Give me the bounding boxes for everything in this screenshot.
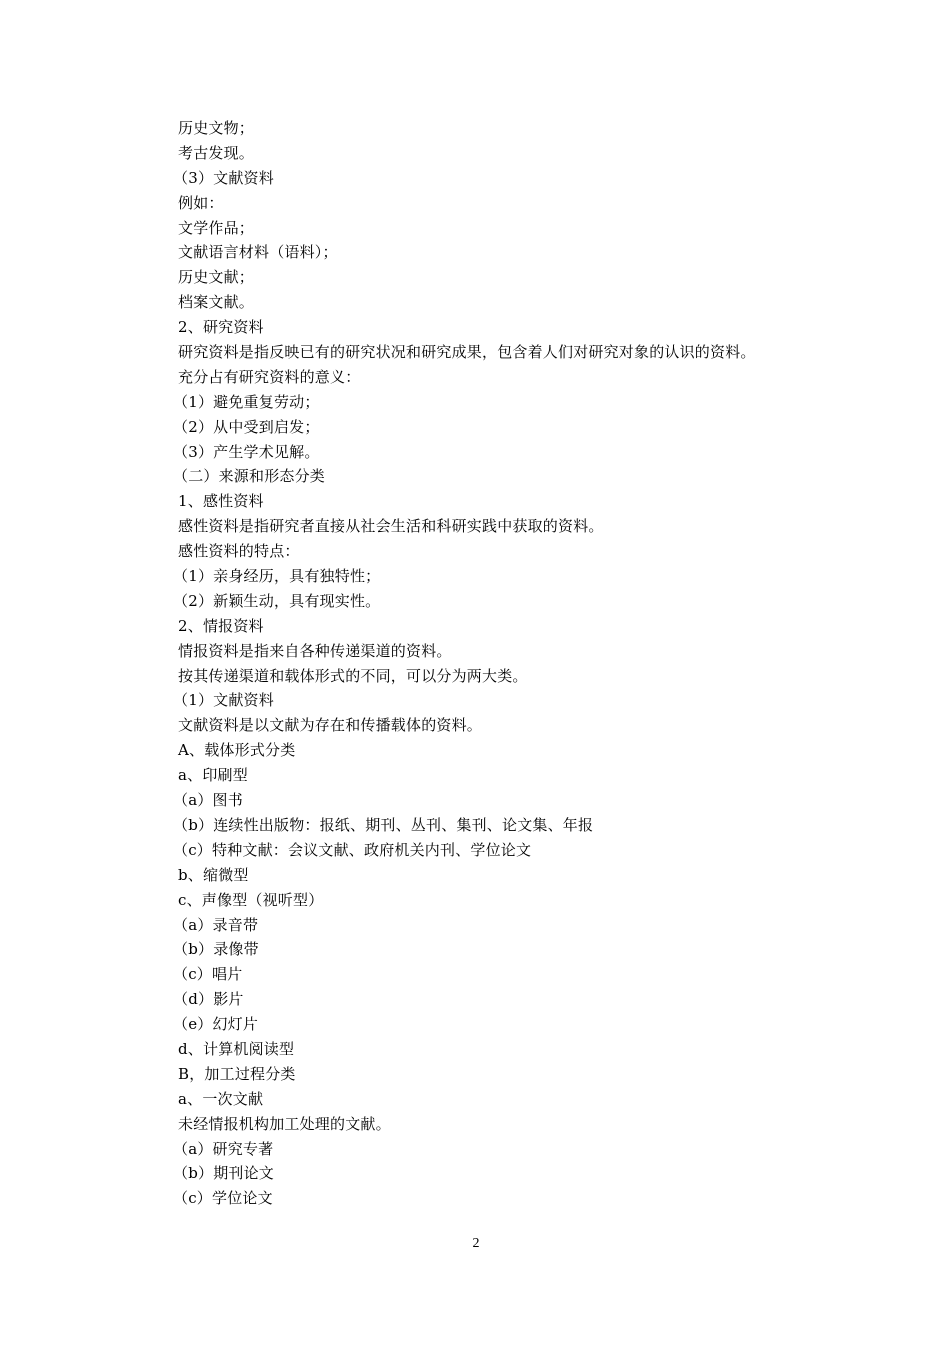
- text-line: d、计算机阅读型: [178, 1039, 295, 1058]
- text-line: （c）特种文献：会议文献、政府机关内刊、学位论文: [173, 840, 532, 859]
- text-line: 考古发现。: [178, 143, 255, 162]
- text-line: （1）文献资料: [173, 691, 274, 710]
- text-line: 2、情报资料: [178, 616, 264, 635]
- text-line: （b）连续性出版物：报纸、期刊、丛刊、集刊、论文集、年报: [173, 815, 594, 834]
- text-line: （a）录音带: [173, 915, 259, 934]
- text-line: （a）图书: [173, 791, 243, 810]
- page-body: [173, 116, 878, 1211]
- text-line: 研究资料是指反映已有的研究状况和研究成果，包含着人们对研究对象的认识的资料。: [178, 343, 756, 362]
- text-line: B，加工过程分类: [178, 1064, 296, 1083]
- text-line: （2）从中受到启发；: [173, 417, 320, 436]
- text-line: （b）录像带: [173, 940, 259, 959]
- text-line: 历史文物；: [178, 119, 255, 137]
- text-line: A、载体形式分类: [178, 741, 296, 760]
- text-line: 2、研究资料: [178, 318, 264, 337]
- text-line: 情报资料是指来自各种传递渠道的资料。: [178, 641, 452, 660]
- text-line: 感性资料的特点：: [178, 542, 300, 561]
- text-line: 例如：: [178, 193, 224, 212]
- text-line: （a）研究专著: [173, 1139, 274, 1158]
- text-line: 档案文献。: [178, 293, 255, 312]
- page-number: 2: [472, 1236, 480, 1251]
- text-line: 文学作品；: [178, 218, 255, 237]
- text-line: （d）影片: [173, 990, 244, 1009]
- text-line: （二）来源和形态分类: [173, 467, 326, 486]
- text-line: （c）学位论文: [173, 1189, 273, 1208]
- text-line: 历史文献；: [178, 268, 255, 287]
- text-line: 未经情报机构加工处理的文献。: [178, 1114, 391, 1133]
- text-line: （3）产生学术见解。: [173, 442, 320, 461]
- text-line: 按其传递渠道和载体形式的不同，可以分为两大类。: [178, 666, 528, 685]
- text-line: 文献语言材料（语料）；: [178, 243, 338, 262]
- text-line: b、缩微型: [178, 865, 249, 884]
- text-line: （c）唱片: [173, 965, 243, 984]
- text-line: （e）幻灯片: [173, 1015, 259, 1034]
- text-line: 充分占有研究资料的意义：: [178, 367, 361, 386]
- text-line: （b）期刊论文: [173, 1164, 275, 1183]
- text-line: a、一次文献: [178, 1089, 264, 1108]
- text-line: （3）文献资料: [173, 168, 274, 187]
- text-line: 文献资料是以文献为存在和传播载体的资料。: [178, 716, 483, 735]
- text-line: a、印刷型: [178, 766, 248, 785]
- text-line: （1）亲身经历，具有独特性；: [173, 567, 381, 586]
- text-line: c、声像型（视听型）: [178, 890, 324, 909]
- text-line: 1、感性资料: [178, 492, 264, 511]
- text-line: 感性资料是指研究者直接从社会生活和科研实践中获取的资料。: [178, 517, 604, 536]
- text-line: （1）避免重复劳动；: [173, 392, 320, 411]
- text-line: （2）新颖生动，具有现实性。: [173, 591, 381, 610]
